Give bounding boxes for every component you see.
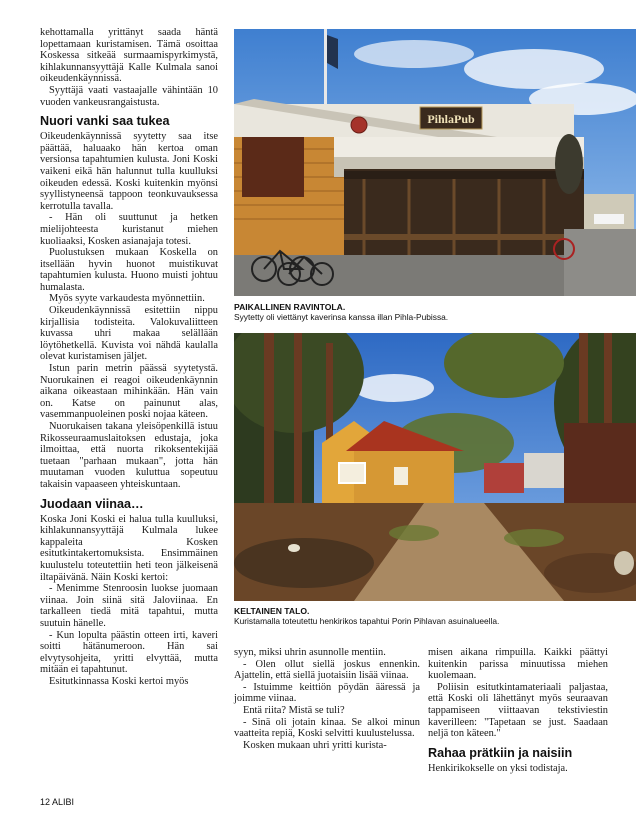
yellow-house-photo: [234, 333, 636, 601]
body-paragraph: Esitutkinnassa Koski kertoi myös: [49, 675, 189, 687]
page-folio: 12 ALIBI: [40, 797, 75, 807]
caption-text: Syytetty oli viettänyt kaverinsa kanssa illan Pihla-Pubissa.: [234, 312, 449, 322]
body-paragraph: Kosken mukaan uhri yritti kurista-: [243, 739, 387, 751]
body-paragraph: Henkirikokselle on yksi todistaja.: [428, 762, 568, 774]
caption-text: Kuristamalla toteutettu henkirikos tapahtui Porin Pihlavan asuinalueella.: [234, 616, 500, 626]
body-paragraph: - Olen ollut siellä joskus ennenkin. Ajattelin, että siellä juotaisiin lisää viinaa.: [234, 658, 420, 682]
restaurant-photo-illustration: [234, 29, 636, 296]
body-paragraph: - Istuimme keittiön pöydän ääressä ja joimme viinaa.: [234, 681, 420, 705]
body-paragraph: Myös syyte varkaudesta myönnettiin.: [49, 293, 205, 305]
caption-title: KELTAINEN TALO.: [234, 606, 310, 616]
body-paragraph: kehottamalla yrittänyt saada häntä lopettamaan kuristamisen. Tämä osoittaa Koskessa sitkeää surmaamispyrkimystä, kihlakunnansyyttäjä Kalle Kulmala sanoi oikeudenkäynnissä.: [40, 27, 218, 85]
body-paragraph: Poliisin esitutkintamateriaali paljastaa, että Koski oli lähettänyt myös seuraavan tappamiseen viittaavan tekstiviestin kaverilleen: "Tapetaan se just. Saadaan neljä ton käteen.": [428, 681, 608, 740]
body-paragraph: Nuorukaisen takana yleisöpenkillä istuu Rikosseuraamuslaitoksen edustaja, joka ilmoittaa, että nuorta rikoksentekijää tuetaan "parhaan mukaan", jotta hän muutaman vuoden kuluttua sopeutuu takaisin vapaaseen yhteiskuntaan.: [40, 421, 218, 490]
section-heading: Nuori vanki saa tukea: [40, 114, 170, 129]
body-paragraph: - Sinä oli jotain kinaa. Se alkoi minun vaatteita repiä, Koski selvitti kuulustelussa.: [234, 716, 420, 740]
restaurant-photo: [234, 29, 636, 296]
body-paragraph: Istun parin metrin päässä syytetystä. Nuorukainen ei reagoi oikeudenkäynnin aikana oikeastaan mihinkään. Hän vain on. Katse on painunut alas, vasemmanpuoleinen poski nojaa käteen.: [40, 363, 218, 421]
section-heading: Juodaan viinaa…: [40, 496, 144, 511]
body-paragraph: Koska Joni Koski ei halua tulla kuulluksi, kihlakunnansyyttäjä Kulmala lukee kappaleita Kosken esitutkintakertomuksista. Ensimmäinen kuulustelu toteutettiin heti teon jälkeisenä iltapäivänä. Näin Koski kertoi:: [40, 513, 218, 583]
body-paragraph: Puolustuksen mukaan Koskella on itsellään hyvin huonot muistikuvat tapahtumien kulusta. Huono muisti johtuu humalasta.: [40, 247, 218, 293]
body-paragraph: misen aikana rimpuilla. Kaikki päättyi kuitenkin parissa minuutissa miehen kuolemaan.: [428, 647, 608, 682]
caption-title: PAIKALLINEN RAVINTOLA.: [234, 302, 346, 312]
yellow-house-photo-illustration: [234, 333, 636, 601]
body-paragraph: - Hän oli suuttunut ja hetken mielijohteesta kuristanut miehen kuoliaaksi, Kosken asianajaja totesi.: [40, 212, 218, 247]
body-paragraph: Oikeudenkäynnissä esitettiin nippu kirjallisia todisteita. Valokuvaliitteen kuvassa uhri makaa selällään löytöhetkellä. Kuvista voi nähdä kaulalla olevat kuristamisen jäljet.: [40, 305, 218, 363]
body-paragraph: - Kun lopulta päästin otteen irti, kaveri soitti hätänumeroon. Hän sai elvytysohjeita, yritti elvyttää, mutta mitään ei tapahtunut.: [40, 629, 218, 676]
body-paragraph: Entä riita? Mistä se tuli?: [243, 704, 345, 716]
photo-caption: [234, 606, 634, 626]
body-paragraph: Syyttäjä vaati vastaajalle vähintään 10 vuoden vankeusrangaistusta.: [40, 84, 218, 108]
article-column-middle: [234, 647, 420, 751]
body-paragraph: syyn, miksi uhrin asunnolle mentiin.: [234, 647, 386, 658]
pub-sign-text: PihlaPub: [427, 112, 475, 126]
article-column-right: [428, 647, 608, 774]
body-paragraph: Oikeudenkäynnissä syytetty saa itse päättää, haluaako hän kertoa oman versionsa tapahtumien kulusta. Joni Koski vaikeni eikä hän halunnut tulla kuulluksi oikeuden edessä. Koski kuitenkin myönsi syyllistyneensä tappoon teonkuvauksessa kerrotulla tavalla.: [40, 131, 218, 212]
photo-caption: [234, 302, 634, 322]
article-column-left: [40, 27, 218, 687]
section-heading: Rahaa prätkiin ja naisiin: [428, 745, 573, 760]
body-paragraph: - Menimme Stenroosin luokse juomaan viinaa. Join siinä sitä Jaloviinaa. En tarkalleen tiedä mitä tapahtui, mutta suutuin hänelle.: [40, 583, 218, 629]
